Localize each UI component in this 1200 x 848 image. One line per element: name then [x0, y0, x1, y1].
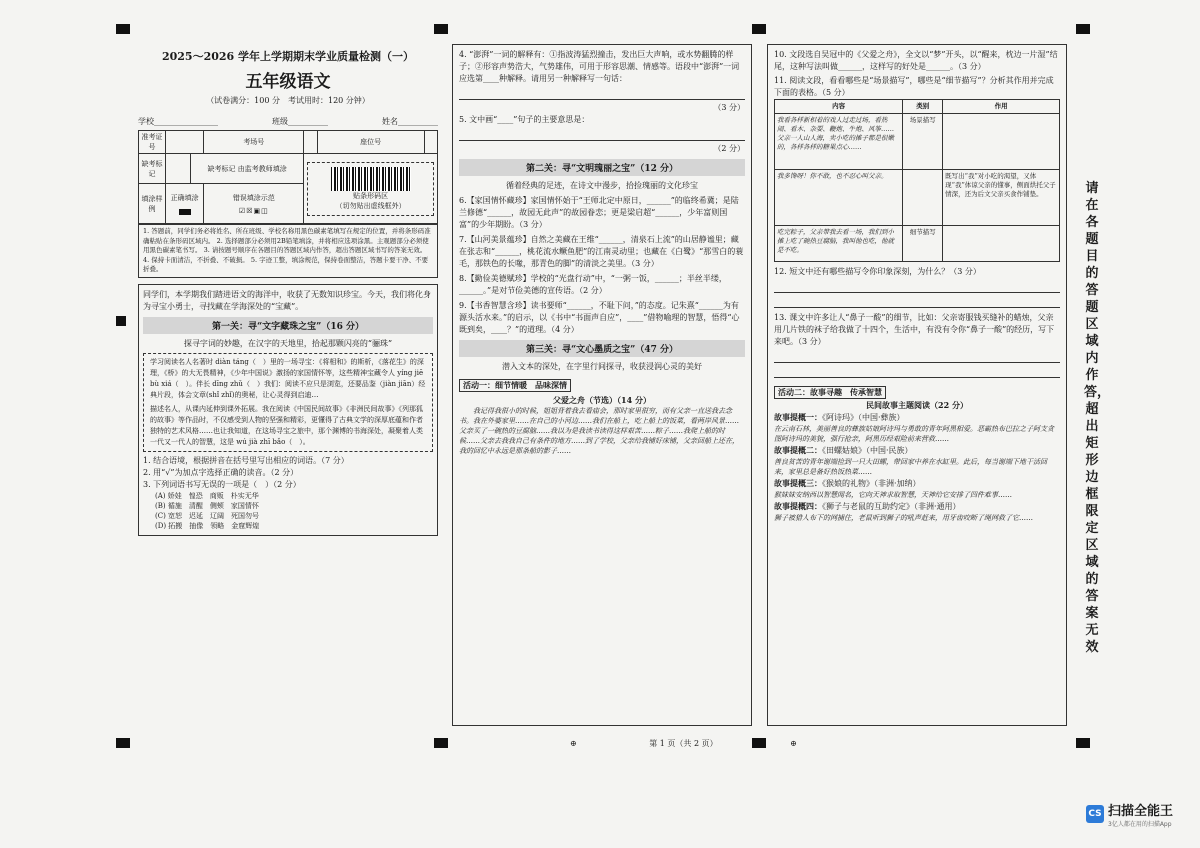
answer-card-header-table: [138, 130, 438, 224]
alignment-mark: [434, 738, 448, 748]
barcode-area: [304, 154, 438, 224]
story-item: [774, 444, 1060, 477]
question-2: 2. 用“√”为加点字选择正确的读音。（2 分）: [143, 467, 299, 477]
crosshair-icon: ⊕: [790, 739, 797, 748]
option-a[interactable]: (A) 娇娃 惶恐 商贩 朴实无华: [155, 491, 259, 500]
question-10: 10. 文段选自吴冠中的《父爱之舟》，全文以“梦”开头，以“醒来，枕边一片湿”结尾，这种写法叫做______，这样写的好处是______。（3 分）: [774, 50, 1058, 71]
option-d[interactable]: (D) 拓搬 抽像 领略 金窟辉煌: [155, 521, 260, 530]
answer-cell[interactable]: [943, 114, 1060, 170]
answer-line[interactable]: [774, 295, 1060, 308]
question-13: 13. 课文中许多让人“鼻子一酸”的细节，比如：父亲寄服钱买缝补的蜡烛，父亲用几片铁的袜子给我做了十四个，生活中，有没有令你“鼻子一酸”的经历，写下来吧。（3 分）: [774, 313, 1055, 346]
section2-subtitle: 循着经典的足迹，在诗文中漫步，拾捡瑰丽的文化珍宝: [506, 181, 698, 190]
question-12: 12. 短文中还有哪些描写令你印象深刻，为什么？（3 分）: [774, 267, 981, 276]
activity2-tag: 活动二：故事寻趣 传承智慧: [774, 386, 886, 399]
story-text: 猴妹妹安纳西以智慧闻名，它向天神求取智慧，天神给它安排了四件难事……: [774, 491, 1012, 499]
question-11: 11. 阅读文段，看看哪些是“场景描写”，哪些是“细节描写”？分析其作用并完成下面的表格。（5 分）: [774, 76, 1054, 97]
question-6: 6.【家国情怀藏珍】家国情怀始于“王师北定中原日，______”的临终希冀；是陆兰修德“______，故园无此声”的故园眷恋；更是梁启超“______，少年富则国富”的少年期盼。（3 分）: [459, 196, 739, 229]
answer-cell[interactable]: [943, 226, 1060, 262]
story-title: 《田螺姑娘》（中国·民族）: [822, 446, 913, 455]
exam-info: （试卷满分：100 分 考试用时：120 分钟）: [206, 96, 370, 105]
story-item: [774, 477, 1060, 500]
column-right: [767, 44, 1067, 726]
question-4-score: （3 分）: [713, 103, 745, 112]
answer-line[interactable]: [774, 350, 1060, 363]
question-5: 5. 文中画“____”句子的主要意思是：: [459, 115, 590, 124]
table-cell: 细节描写: [903, 226, 943, 262]
barcode-icon: [331, 167, 411, 191]
question-7: 7.【山河美景蕴珍】自然之美藏在王维“______，清泉石上流”的山居静谧里；藏在张志和“______，桃花流水鳜鱼肥”的江南灵动里；也藏在《白鹭》“那雪白的蓑毛，那铁色的长喙，那青色的脚”的清淡之美里。（3 分）: [459, 235, 744, 268]
story-text: 狮子被猎人布下的网捕住，老鼠听到狮子的吼声赶来，用牙齿咬断了绳网救了它……: [774, 514, 1033, 522]
column-middle: [452, 44, 752, 726]
alignment-mark: [1076, 738, 1090, 748]
wrong-fill-label: 错误填涂示范: [232, 193, 275, 202]
story-label: 故事提概二：: [774, 445, 822, 455]
student-info-row: 学校________________ 班级__________ 姓名__________: [138, 117, 438, 126]
passage-para-2: 描述名人，从课内延伸到课外拓展。我在阅读《中国民间故事》《非洲民间故事》《列那狐的故事》等作品时，不仅感受到人物的坚强和精彩，更懂得了古典文学的深厚底蕴和作者独特的艺术风格……也让我知道，在这场寻宝之旅中，那个渊博的书海深处，凝聚着人类一代又一代人的智慧，这是 wú jià zhī bǎo（ ）。: [150, 404, 423, 446]
section1-box: [138, 284, 438, 536]
story-label: 故事提概三：: [774, 478, 822, 488]
section3-subtitle: 潜入文本的深处，在字里行间探寻，收获浸润心灵的美好: [502, 362, 702, 371]
question-8: 8.【勤俭美德赋珍】学校的“光盘行动”中，“一粥一饭，______；半丝半缕，______。”是对节俭美德的宣传语。（2 分）: [459, 274, 727, 295]
seat-field[interactable]: [424, 131, 437, 154]
option-c[interactable]: (C) 宽恕 迟延 辽阔 死国勿号: [155, 511, 260, 520]
school-label: 学校: [138, 117, 154, 126]
answer-line[interactable]: [459, 87, 745, 100]
grade-title: 五年级语文: [245, 72, 331, 92]
name-label: 姓名: [382, 117, 398, 126]
wrong-fill-icons: ☑☒▣◫: [238, 206, 269, 215]
passage-body: 我记得我很小的时候，姐姐背着我去看庙会，那时家里很穷，而有父亲一直送我去念书。我在外婆家里……在自己的小河边……我们在船上，吃上船上的饭菜，看两岸风景……父亲买了一碗热的豆腐脑……我以为是我读书读得这样艰苦……粽子……我爬上船的时候……父亲去我我自己有条件的地方……到了学校，父亲给我铺好床铺，父亲回船上还在，我的回忆中永远是那条船的影子……: [459, 407, 739, 455]
reading-title: 民间故事主题阅读（22 分）: [866, 400, 968, 410]
class-label: 班级: [272, 117, 288, 126]
scanner-logo: [1086, 800, 1173, 828]
page-footer: [570, 738, 797, 749]
option-b[interactable]: (B) 循施 清醒 侧颊 家国情怀: [155, 501, 259, 510]
alignment-mark: [116, 738, 130, 748]
story-label: 故事提概四：: [774, 501, 822, 511]
alignment-mark: [116, 24, 130, 34]
section1-subtitle: 探寻字词的妙趣，在汉字的天地里，拾起那颗闪亮的“骊珠”: [183, 338, 393, 348]
alignment-mark: [116, 316, 126, 326]
activity1-tag: 活动一：细节情暖 品味深情: [459, 379, 571, 392]
logo-name: 扫描全能王: [1108, 804, 1174, 819]
absent-checkbox[interactable]: [166, 154, 191, 184]
answer-line[interactable]: [774, 365, 1060, 378]
question-1: 1. 结合语境，根据拼音在括号里写出相应的词语。（7 分）: [143, 455, 349, 465]
alignment-mark: [434, 24, 448, 34]
table-cell: 既写出“我”对小吃的渴望，又体现“我”体谅父亲的懂事，侧面烘托父子情深，还为后文父亲买食作铺垫。: [943, 170, 1060, 226]
question-5-score: （2 分）: [713, 144, 745, 153]
question-4: 4. “澎湃”一词的解释有：①指波涛猛烈撞击，发出巨大声响，或水势翻腾的样子；②形容声势浩大，气势雄伟，可用于形容思潮、情感等。语段中“澎湃”一词应选第____种解释。请用另一种解释写一句话：: [459, 50, 740, 83]
barcode-label: 贴条形码区: [353, 191, 389, 200]
ticket-label: 准考证号: [139, 131, 166, 154]
correct-fill-label: 正确填涂: [170, 193, 199, 202]
table-cell: 我多馋呀！你不敢，也不忍心叫父亲。: [775, 170, 903, 226]
absent-label: 缺考标记: [139, 154, 166, 184]
analysis-table: [774, 99, 1060, 262]
table-cell: 我看各样新相着的戏人过走过场，看热闹、看木、杂耍、鞭炮、牛炮、风筝……父亲一人山人海，卖小吃的摊子都是很嫩的，各样各样的糖果点心……: [775, 114, 903, 170]
alignment-mark: [1076, 24, 1090, 34]
table-header: 内容: [775, 100, 903, 114]
barcode-note: （切勿贴出虚线框外）: [335, 201, 406, 210]
answer-cell[interactable]: [903, 170, 943, 226]
section1-heading: 第一关：寻“文字藏珠之宝”（16 分）: [143, 317, 433, 334]
table-cell: 吃完粽子，父亲带我去看一场，我们到小摊上吃了碗热豆腐脑，我叫他也吃，他就是不吃。: [775, 226, 903, 262]
room-label: 考场号: [204, 131, 304, 154]
seat-label: 座位号: [317, 131, 424, 154]
passage-para-1: 学习阅读名人名著时 diàn táng（ ）里的一场寻宝：《将相和》的斯析，《落花生》的深理，《桥》的大无畏精神，《少年中国说》激扬的家国情怀等，这些精神宝藏令人 yíng jiē bù xiá（ ）。伴长 dīng zhǔ（ ）我们：阅读不应只是浏览，还要品鉴（jiàn jiān）经典片段，体会文章(shǐ zhǐ)的奥秘，让心灵得到启迪…: [150, 357, 426, 399]
answer-line[interactable]: [459, 128, 745, 141]
fill-sample-label: 填涂样例: [139, 184, 166, 224]
logo-sub: 3亿人都在用的扫描App: [1108, 821, 1172, 828]
story-title: 《阿诗玛》（中国·彝族）: [822, 413, 905, 422]
story-item: [774, 500, 1060, 523]
story-list: [774, 411, 1060, 523]
crosshair-icon: ⊕: [570, 739, 577, 748]
room-field[interactable]: [304, 131, 317, 154]
camscanner-icon: CS: [1086, 805, 1104, 823]
story-label: 故事提概一：: [774, 412, 822, 422]
reading-passage: [143, 353, 433, 452]
story-title: 《猴娘的礼物》（非洲·加纳）: [822, 479, 921, 488]
side-instruction: 请在各题目的答题区域内作答，超出矩形边框限定区域的答案无效: [1084, 181, 1111, 655]
question-3: 3. 下列词语书写无误的一项是（ ）（2 分）: [143, 479, 301, 489]
question-9: 9.【书香智慧含珍】读书要师“______，不耻下问，”的态度。记朱熹“______为有源头活水来。”的启示，以《书中“书面声自应”，____”借物喻理的智慧，悟得“心既到矣，____？”的道理。（4 分）: [459, 301, 740, 334]
exam-title: 2025～2026 学年上学期期末学业质量检测（一）: [161, 50, 415, 63]
exam-notes: 1. 答题前，同学们务必将姓名、所在班级、学校名称用黑色碳素笔填写在规定的位置，并将条形码准确粘贴在条形码区域内。 2. 选择题部分必须用2B铅笔填涂，并将相应选项涂黑。主观题部分必须使用黑色碳素笔书写。 3. 请按题号顺序在各题目的答题区域内作答，超出答题区域书写的答案无效。 4. 保持卡面清洁，不折叠、不破损。 5. 字迹工整，填涂规范，保持卷面整洁，答题卡要干净、不要折叠。: [138, 224, 438, 278]
section2-heading: 第二关：寻“文明瑰丽之宝”（12 分）: [459, 159, 745, 176]
filled-box-icon: [179, 209, 191, 215]
table-header: 作用: [943, 100, 1060, 114]
absent-note: 缺考标记 由监考教师填涂: [191, 154, 304, 184]
passage-title: 父爱之舟（节选）（14 分）: [553, 395, 651, 405]
alignment-mark: [752, 24, 766, 34]
section3-heading: 第三关：寻“文心墨质之宝”（47 分）: [459, 340, 745, 357]
page-number: 第 1 页（共 2 页）: [649, 739, 718, 748]
story-text: 在云南石林，美丽善良的彝族姑娘阿诗玛与勇敢的青年阿黑相爱。恶霸热布巴拉之子阿支贪图阿诗玛的美貌，强行抢亲，阿黑历经艰险前来营救……: [774, 425, 1054, 443]
intro-text: 同学们，本学期我们踏进语文的海洋中，收获了无数知识珍宝。今天，我们将化身为寻宝小勇士，寻找藏在学海深处的“宝藏”。: [143, 289, 431, 311]
story-item: [774, 411, 1060, 444]
story-title: 《狮子与老鼠的互助约定》（非洲·通用）: [822, 502, 961, 511]
ticket-number-field[interactable]: [166, 131, 204, 154]
story-text: 善良贫苦的青年谢端捡到一只大田螺，带回家中养在水缸里。此后，每当谢端下地干活回来，家里总是备好热饭热菜……: [774, 458, 1047, 476]
table-cell: 场景描写: [903, 114, 943, 170]
column-left: [138, 44, 438, 726]
answer-line[interactable]: [774, 280, 1060, 293]
table-header: 类别: [903, 100, 943, 114]
